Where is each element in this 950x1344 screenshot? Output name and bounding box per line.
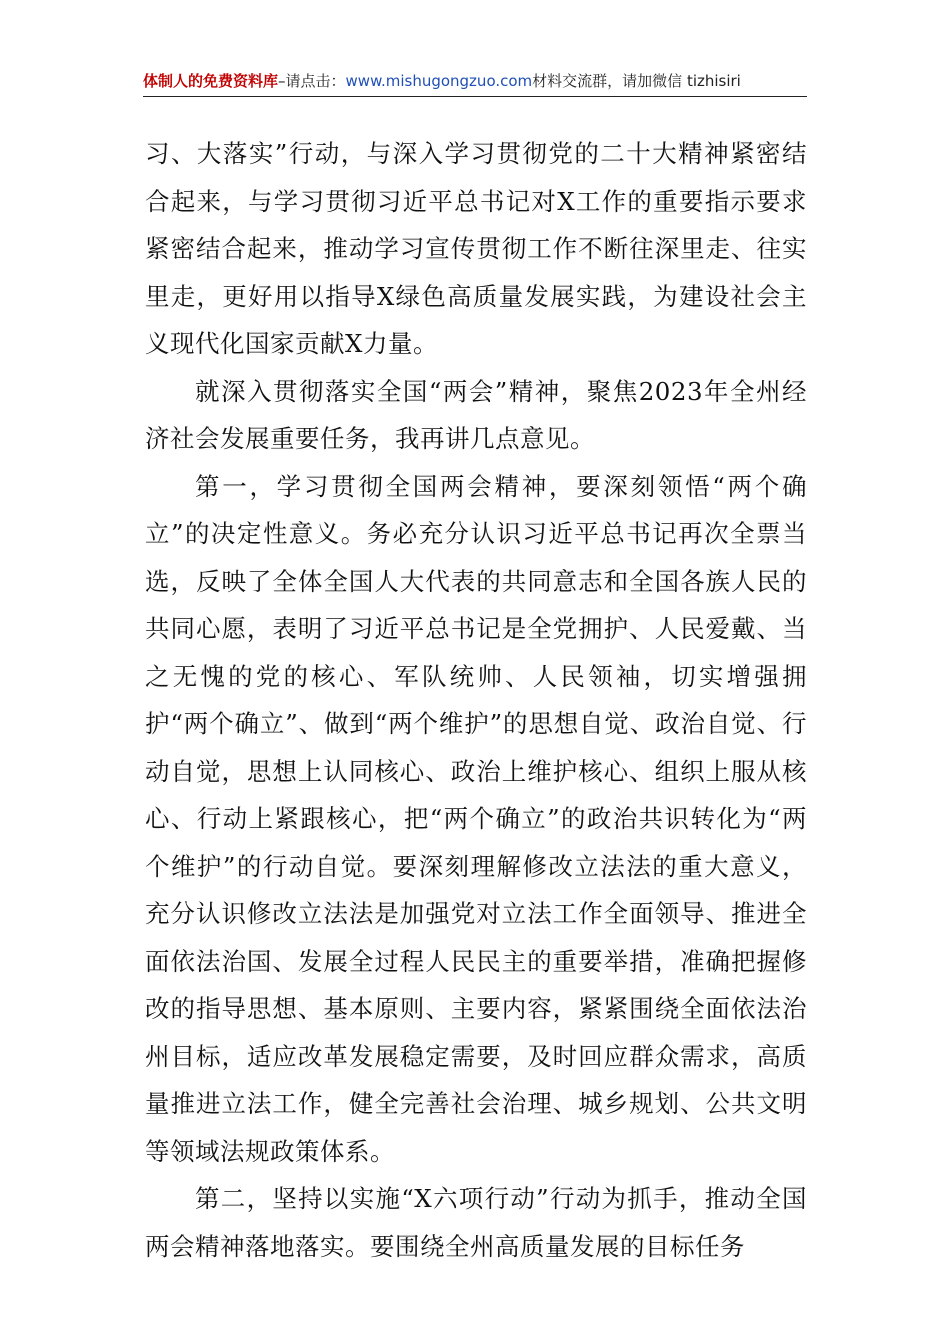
page-header	[143, 70, 807, 97]
document-body	[145, 130, 807, 1270]
paragraph-second-point: 第二，坚持以实施“X六项行动”行动为抓手，推动全国两会精神落地落实。要围绕全州高质量发展的目标任务	[145, 1184, 807, 1261]
header-prompt: –请点击：	[278, 72, 346, 90]
header-url-link[interactable]: www.mishugongzuo.com	[345, 72, 533, 90]
paragraph-continuation: 习、大落实”行动，与深入学习贯彻党的二十大精神紧密结合起来，与学习贯彻习近平总书记对X工作的重要指示要求紧密结合起来，推动学习宣传贯彻工作不断往深里走、往实里走，更好用以指导X绿色高质量发展实践，为建设社会主义现代化国家贡献X力量。	[145, 139, 807, 358]
header-brand: 体制人的免费资料库	[143, 72, 279, 90]
header-note: 材料交流群，请加微信 tizhisiri	[532, 72, 741, 90]
paragraph-first-point: 第一，学习贯彻全国两会精神，要深刻领悟“两个确立”的决定性意义。务必充分认识习近平总书记再次全票当选，反映了全体全国人大代表的共同意志和全国各族人民的共同心愿，表明了习近平总书记是全党拥护、人民爱戴、当之无愧的党的核心、军队统帅、人民领袖，切实增强拥护“两个确立”、做到“两个维护”的思想自觉、政治自觉、行动自觉，思想上认同核心、政治上维护核心、组织上服从核心、行动上紧跟核心，把“两个确立”的政治共识转化为“两个维护”的行动自觉。要深刻理解修改立法法的重大意义，充分认识修改立法法是加强党对立法工作全面领导、推进全面依法治国、发展全过程人民民主的重要举措，准确把握修改的指导思想、基本原则、主要内容，紧紧围绕全面依法治州目标，适应改革发展稳定需要，及时回应群众需求，高质量推进立法工作，健全完善社会治理、城乡规划、公共文明等领域法规政策体系。	[145, 471, 807, 1166]
paragraph-intro: 就深入贯彻落实全国“两会”精神，聚焦2023年全州经济社会发展重要任务，我再讲几点意见。	[145, 376, 807, 453]
